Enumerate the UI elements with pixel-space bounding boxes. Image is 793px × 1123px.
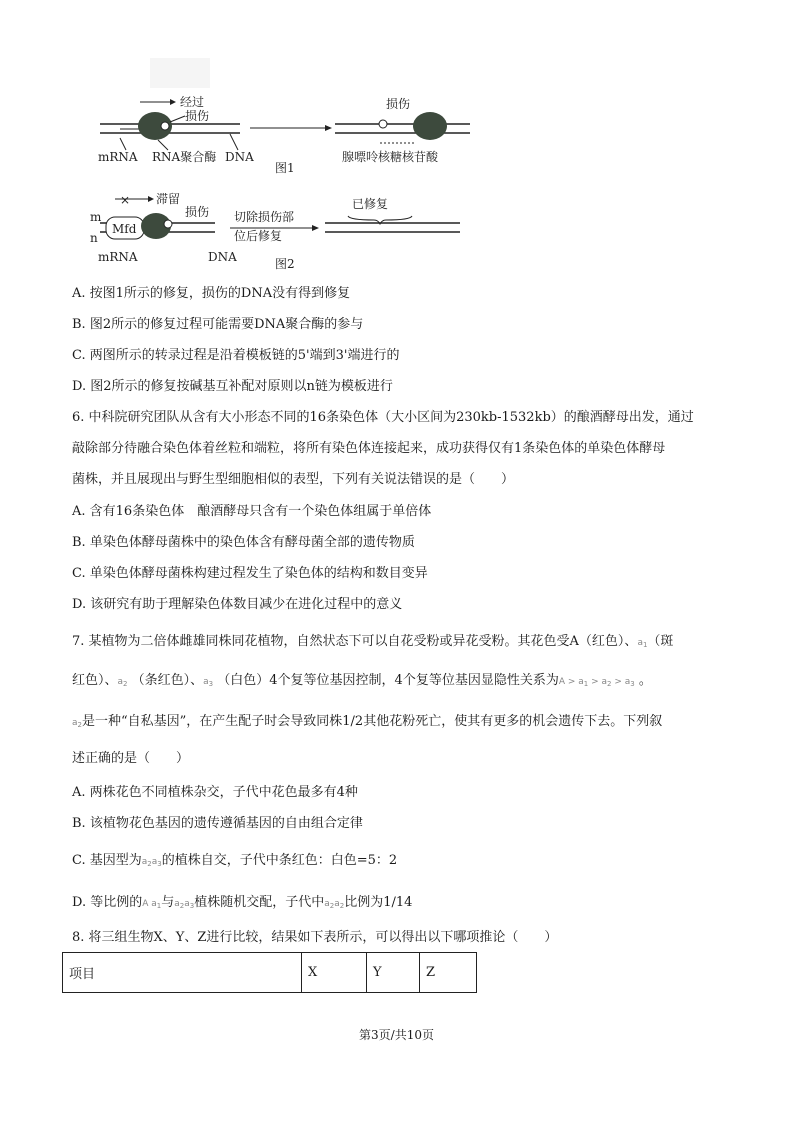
q8-stem: 8. 将三组生物X、Y、Z进行比较，结果如下表所示，可以得出以下哪项推论（ ） (72, 930, 558, 945)
q7-text-2c: （白色）4个复等位基因控制，4个复等位基因显隐性关系为 (217, 673, 559, 688)
q7-option-b: B. 该植物花色基因的遗传遵循基因的自由组合定律 (72, 816, 363, 831)
q7-text-2a: 红色）、 (72, 673, 118, 688)
rna-polymerase-right (413, 112, 447, 140)
damage-site-fig2 (164, 220, 172, 228)
arrow-head (325, 125, 332, 131)
q7-option-c: C. 基因型为$a_2a_3$的植株自交，子代中条红色：白色=5：2 (72, 853, 398, 868)
table-header-z: Z (420, 953, 477, 993)
q7-option-d: D. 等比例的A $a_1$与$a_2a_3$植株随机交配，子代中$a_2a_2$比例为1/14 (72, 895, 413, 910)
label-m: m (90, 210, 102, 224)
cross-mark: × (120, 193, 131, 207)
q7-stem-line-1: 7. 某植物为二倍体雌雄同株同花植物，自然状态下可以自花受粉或异花受粉。其花色受A（红色）、$a_1$（斑 (72, 634, 674, 649)
dominance-formula: $A > a_1 > a_2 > a_3$ (558, 677, 635, 688)
label-damage-1: 损伤 (185, 109, 210, 123)
q6-option-c: C. 单染色体酵母菌株构建过程发生了染色体的结构和数目变异 (72, 566, 428, 581)
q6-option-b: B. 单染色体酵母菌株中的染色体含有酵母菌全部的遗传物质 (72, 535, 415, 550)
comparison-table (62, 952, 477, 993)
label-stall: 滞留 (156, 192, 181, 206)
q7-c-text-2: 的植株自交，子代中条红色：白色=5：2 (161, 853, 398, 868)
repair-diagram-svg (90, 58, 482, 278)
q6-stem-line-3: 菌株，并且展现出与野生型细胞相似的表型，下列有关说法错误的是（ ） (72, 472, 515, 487)
q5-option-d: D. 图2所示的修复按碱基互补配对原则以n链为模板进行 (72, 379, 393, 394)
q7-stem-line-2: 红色）、$a_2$ （条红色）、$a_3$ （白色）4个复等位基因控制，4个复等位基因显隐性关系为$A > a_1 > a_2 > a_3$ 。 (72, 673, 652, 688)
repair-figure (90, 58, 482, 278)
leader-dna (230, 134, 238, 150)
q5-option-b: B. 图2所示的修复过程可能需要DNA聚合酶的参与 (72, 317, 364, 332)
label-step-1: 切除损伤部 (234, 210, 295, 224)
label-mfd: Mfd (112, 222, 137, 236)
q7-stem-line-4: 述正确的是（ ） (72, 751, 190, 766)
label-adenine-nucleotide: 腺嘌呤核糖核苷酸 (342, 150, 439, 164)
q7-text-1b: （斑 (647, 634, 674, 649)
q7-text-2b: （条红色）、 (131, 673, 204, 688)
label-damage-fig2: 损伤 (185, 205, 210, 219)
arrow-head (170, 99, 176, 105)
caption-fig1: 图1 (275, 161, 295, 175)
q5-option-a: A. 按图1所示的修复，损伤的DNA没有得到修复 (72, 286, 351, 301)
label-passes: 经过 (180, 95, 205, 109)
label-dna-1: DNA (225, 150, 254, 164)
label-mrna-1: mRNA (98, 150, 138, 164)
damage-site (161, 122, 169, 130)
table-header-x: X (302, 953, 367, 993)
watermark-smudge (150, 58, 210, 88)
q7-text-1: 7. 某植物为二倍体雌雄同株同花植物，自然状态下可以自花受粉或异花受粉。其花色受A（红色）、 (72, 634, 638, 649)
leader-mrna (120, 138, 126, 150)
table-row (63, 953, 477, 993)
damage-leader (170, 116, 185, 122)
q7-d-text-2: 与 (161, 895, 175, 910)
label-n: n (90, 231, 98, 245)
table-header-item: 项目 (63, 953, 302, 993)
q5-option-c: C. 两图所示的转录过程是沿着模板链的5'端到3'端进行的 (72, 348, 400, 363)
q7-d-text-4: 比例为1/14 (344, 895, 413, 910)
arrow-head (148, 196, 154, 202)
q6-option-a: A. 含有16条染色体 酿酒酵母只含有一个染色体组属于单倍体 (72, 504, 432, 519)
caption-fig2: 图2 (275, 257, 295, 271)
page-footer: 第3页/共10页 (359, 1028, 434, 1042)
arrow-head (312, 225, 319, 231)
q7-d-text-3: 植株随机交配，子代中 (194, 895, 325, 910)
table-header-y: Y (367, 953, 420, 993)
label-rna-polymerase: RNA聚合酶 (152, 150, 217, 164)
damage-site-right (379, 120, 387, 128)
q7-d-text-1: D. 等比例的 (72, 895, 143, 910)
q7-c-text-1: C. 基因型为 (72, 853, 142, 868)
q7-text-3: 是一种“自私基因”，在产生配子时会导致同株1/2其他花粉死亡，使其有更多的机会遗传下去。下列叙 (81, 714, 663, 729)
label-step-2: 位后修复 (234, 229, 283, 243)
label-dna-2: DNA (208, 250, 237, 264)
q6-option-d: D. 该研究有助于理解染色体数目减少在进化过程中的意义 (72, 597, 403, 612)
q6-stem-line-1: 6. 中科院研究团队从含有大小形态不同的16条染色体（大小区间为230kb-1532kb）的酿酒酵母出发，通过 (72, 410, 694, 425)
q6-stem-line-2: 敲除部分待融合染色体着丝粒和端粒，将所有染色体连接起来，成功获得仅有1条染色体的单染色体酵母 (72, 441, 666, 456)
label-mrna-2: mRNA (98, 250, 138, 264)
q7-option-a: A. 两株花色不同植株杂交，子代中花色最多有4种 (72, 785, 358, 800)
q7-stem-line-3: $a_2$是一种“自私基因”，在产生配子时会导致同株1/2其他花粉死亡，使其有更多的机会遗传下去。下列叙 (72, 714, 663, 729)
label-repaired: 已修复 (352, 197, 389, 211)
label-damage-right: 损伤 (386, 97, 411, 111)
leader-polymerase (158, 140, 168, 150)
